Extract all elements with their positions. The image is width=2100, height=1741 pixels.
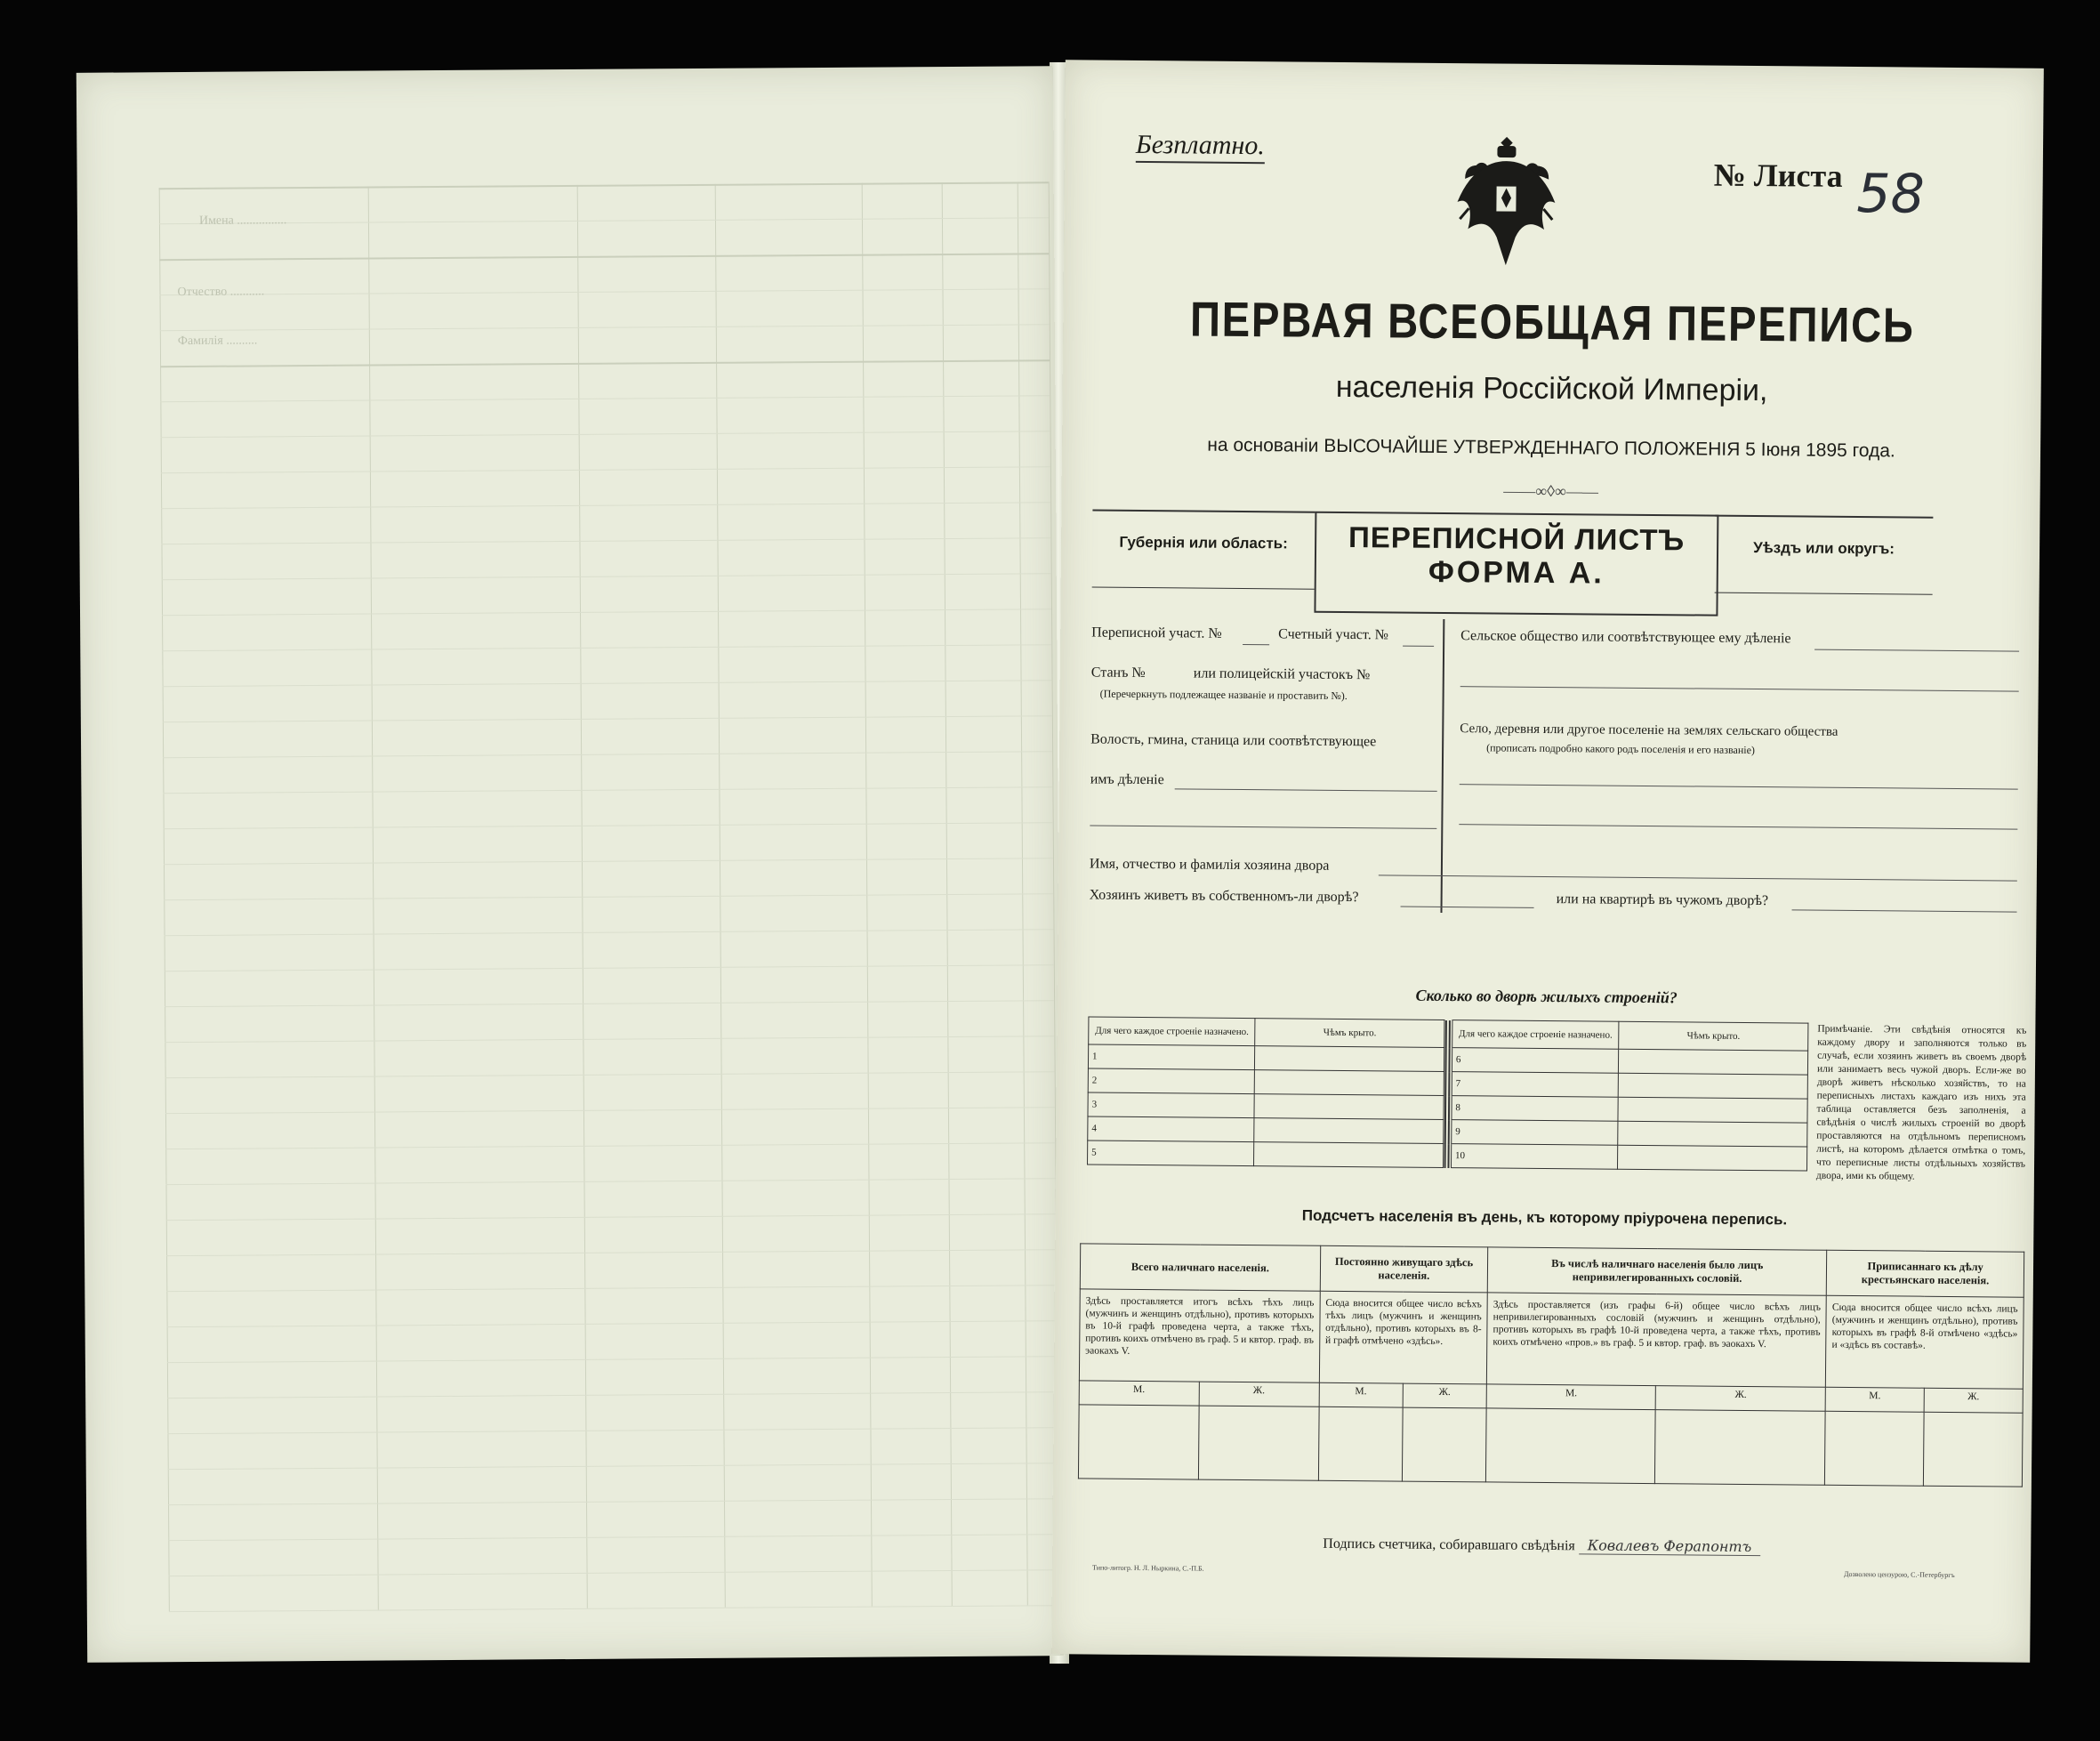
volost-label-2: имъ дѣленіе <box>1090 771 1164 788</box>
settlement-note: (прописать подробно какого родъ поселенія и его названіе) <box>1486 741 1756 757</box>
free-label: Безплатно. <box>1136 130 1265 164</box>
dwelling-roof-cell[interactable] <box>1254 1094 1444 1120</box>
form-header-title: ПЕРЕПИСНОЙ ЛИСТЪ <box>1348 520 1686 557</box>
grid-row-line <box>165 1000 1054 1007</box>
district-label: Уѣздъ или округъ: <box>1753 539 1895 558</box>
grid-row-line <box>165 1071 1055 1078</box>
sheet-number-handwritten: 58 <box>1856 163 1926 226</box>
or-apartment-label: или на квартирѣ въ чужомъ дворѣ? <box>1556 891 1769 909</box>
dwelling-row-number[interactable]: 3 <box>1088 1092 1255 1118</box>
owner-lives-label: Хозяинъ живетъ въ собственномъ-ли дворѣ? <box>1089 887 1359 906</box>
or-apartment-line[interactable] <box>1792 909 2017 912</box>
ghost-header-text: Отчество ........... <box>177 285 265 300</box>
grid-row-line <box>160 359 1050 367</box>
grid-row-line <box>167 1356 1057 1363</box>
grid-row-line <box>166 1285 1056 1292</box>
dwellings-header-purpose-2: Для чего каждое строеніе назначено. <box>1452 1020 1620 1050</box>
sex-label-f: Ж. <box>1655 1386 1825 1412</box>
table-row <box>1088 1141 1807 1171</box>
dwelling-row-number[interactable]: 5 <box>1088 1141 1255 1166</box>
grid-row-line <box>165 1036 1054 1043</box>
sex-label-f: Ж. <box>1924 1388 2023 1413</box>
grid-row-line <box>160 288 1050 295</box>
legal-basis: на основаніи ВЫСОЧАЙШЕ УТВЕРЖДЕННАГО ПОЛОЖЕНІЯ 5 Іюня 1895 года. <box>1207 434 1895 462</box>
ghost-header-text: Фамилія .......... <box>177 334 258 349</box>
grid-row-line <box>163 751 1052 758</box>
censor-imprint: Дозволено цензурою, С.-Петербургъ <box>1843 1569 1955 1580</box>
dwellings-header-roof-2: Чѣмъ крыто. <box>1619 1021 1808 1051</box>
sex-label-m: М. <box>1486 1384 1655 1410</box>
enumerator-signature <box>1052 1532 2031 1559</box>
grid-row-line <box>165 1178 1055 1185</box>
double-headed-eagle-icon <box>1451 130 1563 269</box>
dwellings-header-roof: Чѣмъ крыто. <box>1255 1019 1444 1048</box>
dwelling-row-number[interactable]: 7 <box>1452 1072 1619 1098</box>
left-page <box>76 66 1064 1663</box>
dwellings-divider <box>1444 1020 1452 1047</box>
count-entry-cell[interactable] <box>1825 1411 1924 1486</box>
grid-row-line <box>168 1463 1058 1470</box>
dwellings-header-purpose: Для чего каждое строеніе назначено. <box>1089 1017 1256 1046</box>
count-entry-cell[interactable] <box>1923 1412 2023 1487</box>
count-entry-cell[interactable] <box>1402 1407 1486 1482</box>
dwelling-roof-cell[interactable] <box>1255 1046 1444 1072</box>
page-title: ПЕРВАЯ ВСЕОБЩАЯ ПЕРЕПИСЬ <box>1189 291 1915 353</box>
dwelling-roof-cell[interactable] <box>1618 1121 1807 1147</box>
grid-row-line <box>168 1498 1058 1505</box>
count-header-total: Всего наличнаго населенія. <box>1080 1244 1320 1291</box>
sex-label-m: М. <box>1825 1387 1924 1412</box>
ledger-grid <box>159 181 1058 1611</box>
dwelling-roof-cell[interactable] <box>1618 1097 1807 1123</box>
sex-label-f: Ж. <box>1403 1383 1487 1408</box>
counting-district-line[interactable] <box>1403 646 1434 647</box>
dwellings-title: Сколько во дворѣ жилыхъ строеній? <box>1415 986 1678 1007</box>
sex-label-m: М. <box>1319 1382 1403 1407</box>
grid-row-line <box>159 181 1049 189</box>
dwelling-row-number[interactable]: 1 <box>1088 1044 1255 1070</box>
sheet-number-label: № Листа <box>1713 157 1843 194</box>
count-entry-cell[interactable] <box>1486 1408 1656 1484</box>
ghost-header-text: Имена ................ <box>198 214 287 228</box>
volost-label: Волость, гмина, станица или соотвѣтствующее <box>1090 731 1377 750</box>
grid-row-line <box>165 929 1054 936</box>
governorate-label: Губернія или область: <box>1119 533 1288 552</box>
grid-row-line <box>161 466 1050 473</box>
count-header-permanent: Постоянно живущаго здѣсь населенія. <box>1320 1245 1488 1293</box>
dwelling-roof-cell[interactable] <box>1254 1118 1444 1144</box>
owner-lives-line[interactable] <box>1401 907 1534 908</box>
dwelling-row-number[interactable]: 6 <box>1452 1048 1619 1074</box>
right-page <box>1051 60 2044 1663</box>
dwelling-roof-cell[interactable] <box>1619 1049 1808 1075</box>
district-field[interactable] <box>1715 515 1934 595</box>
grid-row-line <box>165 1142 1055 1149</box>
grid-row-line <box>165 1107 1055 1114</box>
dwelling-roof-cell[interactable] <box>1618 1145 1807 1171</box>
count-entry-cell[interactable] <box>1198 1406 1319 1480</box>
grid-row-line <box>161 537 1050 544</box>
village-society-line[interactable] <box>1814 649 2019 652</box>
grid-row-line <box>166 1213 1056 1221</box>
grid-row-line <box>160 324 1050 331</box>
grid-row-line <box>159 253 1049 261</box>
grid-row-line <box>164 893 1053 900</box>
grid-row-line <box>160 395 1050 402</box>
grid-row-line <box>164 858 1053 865</box>
dwelling-row-number[interactable]: 9 <box>1452 1120 1619 1146</box>
grid-row-line <box>163 715 1052 722</box>
dwelling-row-number[interactable]: 8 <box>1452 1096 1619 1122</box>
sheet-number <box>1713 137 1926 226</box>
owner-name-label: Имя, отчество и фамилія хозяина двора <box>1089 856 1330 874</box>
form-header <box>1314 512 1718 617</box>
count-entry-cell[interactable] <box>1655 1410 1826 1486</box>
village-society-line-2[interactable] <box>1460 686 2019 691</box>
count-desc-peasant: Сюда вносится общее число всѣхъ лицъ (мужчинъ и женщинъ отдѣльно), противъ которыхъ въ графѣ 8-й отмѣчено «здѣсь» и «здѣсь въ составѣ». <box>1826 1295 2024 1389</box>
ornament-divider: ——∞◊∞—— <box>1503 481 1598 501</box>
grid-row-line <box>169 1569 1058 1576</box>
grid-row-line <box>162 644 1051 651</box>
table-row <box>1078 1405 2023 1487</box>
grid-row-line <box>164 822 1053 829</box>
dwelling-row-number[interactable]: 10 <box>1451 1144 1618 1170</box>
page-subtitle: населенія Россійской Имперіи, <box>1335 369 1768 408</box>
dwellings-note: Примѣчаніе. Эти свѣдѣнія относятся къ каждому двору и заполняются только въ случаѣ, если хозяинъ живетъ въ своемъ дворѣ или занимаетъ весь чужой дворъ. Если-же во дворѣ живетъ нѣсколько хозяйствъ, то на переписныхъ листахъ каждаго изъ нихъ эта таблица оставляется безъ заполненія, а свѣдѣнія о числѣ жилыхъ строеній во дворѣ проставляются на отдѣльномъ переписномъ листѣ, на которомъ дѣлается отмѣтка о томъ, что переписные листы отдѣльныхъ хозяйствъ двора, ими къ общему. <box>1815 1023 2027 1182</box>
owner-name-line[interactable] <box>1379 875 2017 881</box>
grid-row-line <box>159 217 1049 224</box>
volost-line-2[interactable] <box>1090 826 1436 829</box>
dwelling-roof-cell[interactable] <box>1619 1073 1808 1099</box>
dwelling-roof-cell[interactable] <box>1255 1070 1444 1096</box>
dwelling-row-number[interactable]: 4 <box>1088 1116 1255 1142</box>
grid-row-line <box>162 609 1051 616</box>
column-separator <box>1440 619 1444 913</box>
settlement-line[interactable] <box>1460 784 2018 789</box>
strike-note: (Перечеркнуть подлежащее названіе и проставить №). <box>1099 687 1348 703</box>
grid-row-line <box>167 1391 1057 1398</box>
grid-row-line <box>165 964 1054 971</box>
count-desc-non-privileged: Здѣсь проставляется (изъ графы 6-й) общее число всѣхъ лицъ непривилегированныхъ сословій (мужчинъ и женщинъ отдѣльно), противъ которыхъ въ графѣ 10-й проведена черта, а также тѣхъ, противъ коихъ отмѣчено «пров.» въ граф. 5 и квтор. граф. въ эаокахъ V. <box>1487 1293 1827 1387</box>
census-district-label: Переписной участ. № <box>1091 625 1222 641</box>
signature-handwritten[interactable]: Ковалевъ Ферапонтъ <box>1579 1536 1761 1556</box>
stan-label: Станъ № <box>1090 665 1146 681</box>
grid-row-line <box>162 573 1051 580</box>
grid-row-line <box>168 1534 1058 1541</box>
population-count-table <box>1078 1243 2024 1487</box>
counting-district-label: Счетный участ. № <box>1278 626 1389 643</box>
grid-row-line <box>163 680 1052 687</box>
grid-row-line <box>167 1427 1057 1434</box>
grid-row-line <box>161 431 1050 438</box>
grid-row-line <box>167 1320 1057 1327</box>
form-header-subtitle: ФОРМА А. <box>1428 554 1605 591</box>
governorate-field[interactable] <box>1092 510 1316 590</box>
count-desc-permanent: Сюда вносится общее число всѣхъ тѣхъ лицъ (мужчинъ и женщинъ отдѣльно), противъ которыхъ въ 8-й графѣ отмѣчено «здѣсь». <box>1319 1291 1487 1384</box>
dwelling-roof-cell[interactable] <box>1254 1142 1444 1168</box>
population-count-title: Подсчетъ населенія въ день, къ которому пріурочена перепись. <box>1301 1206 1788 1229</box>
grid-row-line <box>161 502 1050 509</box>
count-entry-cell[interactable] <box>1318 1407 1403 1481</box>
grid-row-line <box>166 1249 1056 1256</box>
police-district-label: или полицейскій участокъ № <box>1193 665 1371 683</box>
census-district-line[interactable] <box>1243 644 1269 645</box>
dwellings-table <box>1087 1016 1808 1171</box>
sex-label-m: М. <box>1079 1381 1199 1406</box>
grid-row-line <box>169 1605 1058 1612</box>
printer-imprint: Типо-литогр. Н. Л. Ныркина, С.-П.Б. <box>1092 1563 1204 1573</box>
count-desc-total: Здѣсь проставляется итогъ всѣхъ тѣхъ лицъ (мужчинъ и женщинъ отдѣльно), противъ которыхъ въ 10-й графѣ проведена черта, а также тѣхъ, противъ коихъ отмѣчено въ граф. 5 и квтор. граф. въ эаокахъ V. <box>1079 1289 1320 1382</box>
count-header-non-privileged: Въ числѣ наличнаго населенія было лицъ непривилегированныхъ сословій. <box>1487 1247 1827 1295</box>
volost-line[interactable] <box>1175 788 1437 792</box>
settlement-label: Село, деревня или другое поселеніе на землях сельскаго общества <box>1460 721 1839 739</box>
dwelling-row-number[interactable]: 2 <box>1088 1068 1255 1094</box>
count-header-peasant: Приписаннаго къ дѣлу крестьянскаго населенія. <box>1827 1250 2024 1297</box>
signature-label: Подпись счетчика, собиравшаго свѣдѣнія <box>1323 1535 1575 1554</box>
count-entry-cell[interactable] <box>1078 1405 1198 1479</box>
grid-row-line <box>163 786 1052 794</box>
sex-label-f: Ж. <box>1199 1382 1319 1407</box>
village-society-label: Сельское общество или соотвѣтствующее ему дѣленіе <box>1460 628 1791 647</box>
settlement-line-2[interactable] <box>1459 824 2017 829</box>
